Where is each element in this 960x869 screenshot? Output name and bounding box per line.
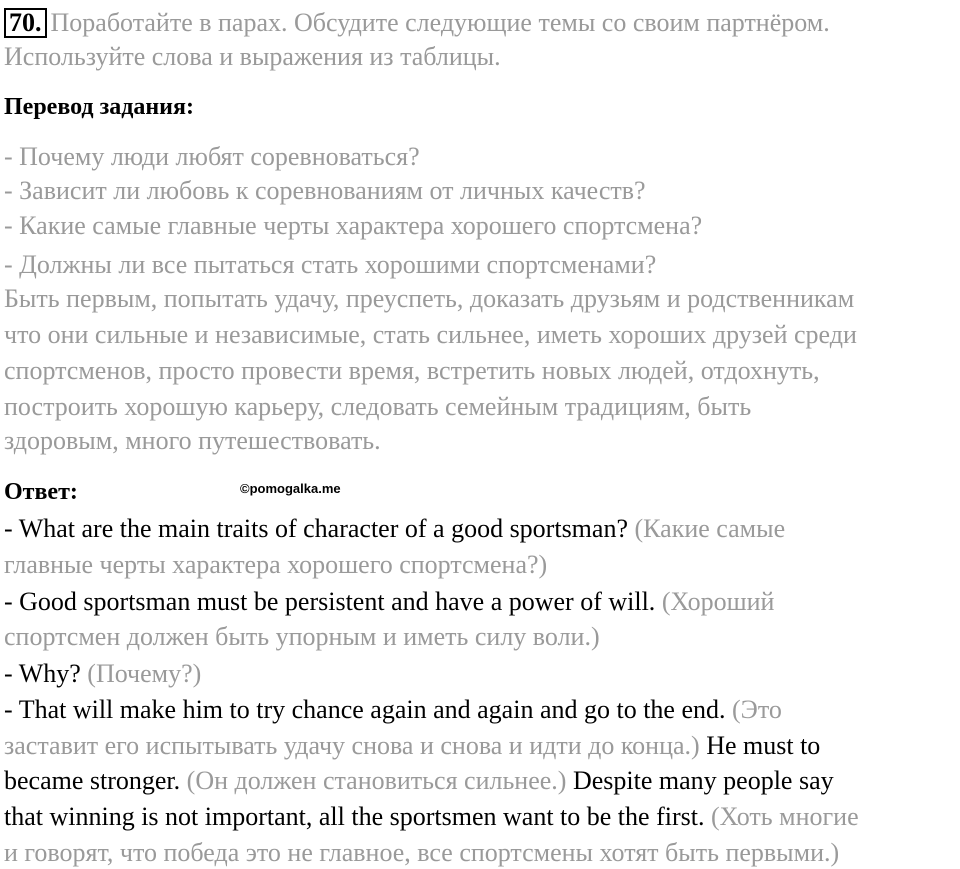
answer-line-8: [4, 766, 834, 796]
answer-russian: (Какие самые: [628, 514, 786, 543]
translation-heading: Перевод задания:: [4, 94, 194, 120]
task-number: 70.: [4, 8, 47, 38]
answer-russian: (Это: [725, 695, 782, 724]
answer-line-9: [4, 802, 859, 832]
translation-line: - Почему люди любят соревноваться?: [4, 142, 420, 171]
task-instruction-2: Используйте слова и выражения из таблицы.: [4, 42, 501, 71]
answer-english: - What are the main traits of character of a good sportsman?: [4, 514, 628, 543]
translation-line: что они сильные и независимые, стать сильнее, иметь хороших друзей среди: [4, 320, 857, 349]
answer-line-7: [4, 731, 820, 761]
answer-english: became stronger.: [4, 766, 181, 795]
translation-line: построить хорошую карьеру, следовать семейным традициям, быть: [4, 392, 752, 421]
answer-line-2: главные черты характера хорошего спортсмена?): [4, 550, 548, 579]
task-instruction-1: Поработайте в парах. Обсудите следующие темы со своим партнёром.: [50, 8, 830, 37]
answer-english: that winning is not important, all the sportsmen want to be the first.: [4, 802, 705, 831]
translation-line: здоровым, много путешествовать.: [4, 426, 381, 455]
answer-russian: (Он должен становиться сильнее.): [180, 766, 567, 795]
answer-heading: Ответ:: [4, 479, 78, 505]
translation-line: спортсменов, просто провести время, встретить новых людей, отдохнуть,: [4, 356, 820, 385]
answer-line-1: [4, 514, 785, 544]
answer-russian: (Хоть многие: [704, 802, 859, 831]
translation-line: Быть первым, попытать удачу, преуспеть, доказать друзьям и родственникам: [4, 284, 855, 313]
answer-english: - Good sportsman must be persistent and have a power of will.: [4, 587, 656, 616]
task-line-1: [4, 8, 830, 38]
translation-line: - Должны ли все пытаться стать хорошими спортсменами?: [4, 250, 657, 279]
answer-line-6: [4, 695, 782, 725]
answer-line-10: и говорят, что победа это не главное, все спортсмены хотят быть первыми.): [4, 838, 840, 867]
answer-line-3: [4, 587, 774, 617]
answer-english: - That will make him to try chance again and again and go to the end.: [4, 695, 726, 724]
answer-english: Despite many people say: [566, 766, 834, 795]
watermark: ©pomogalka.me: [240, 481, 341, 496]
translation-line: - Зависит ли любовь к соревнованиям от личных качеств?: [4, 176, 646, 205]
answer-line-5: [4, 659, 201, 689]
answer-russian: (Хороший: [655, 587, 775, 616]
answer-english: - Why?: [4, 659, 81, 688]
answer-russian: (Почему?): [80, 659, 202, 688]
answer-russian: заставит его испытывать удачу снова и снова и идти до конца.): [4, 731, 700, 760]
answer-english: He must to: [699, 731, 821, 760]
answer-line-4: спортсмен должен быть упорным и иметь силу воли.): [4, 622, 600, 651]
translation-line: - Какие самые главные черты характера хорошего спортсмена?: [4, 211, 703, 240]
